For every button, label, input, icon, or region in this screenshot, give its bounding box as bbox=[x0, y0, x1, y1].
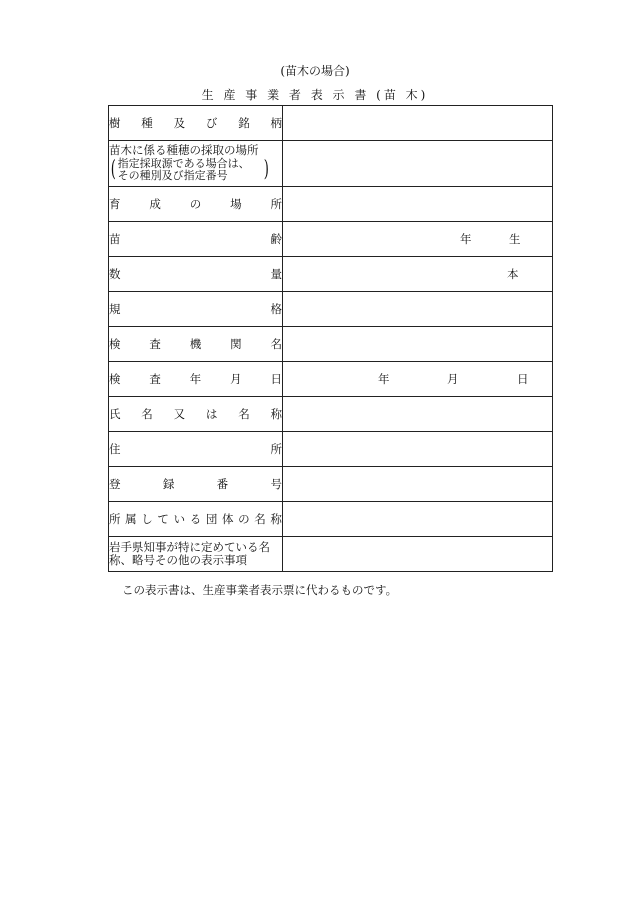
producer-display-form bbox=[108, 105, 553, 572]
label-char: 育 bbox=[109, 197, 121, 211]
label-address bbox=[109, 432, 283, 467]
label-char: 所 bbox=[270, 197, 282, 211]
form-row-organization bbox=[109, 502, 553, 537]
value-organization[interactable] bbox=[283, 502, 553, 537]
value-name[interactable] bbox=[283, 397, 553, 432]
form-row-quantity bbox=[109, 257, 553, 292]
label-char: の bbox=[189, 197, 202, 211]
label-organization bbox=[109, 502, 283, 537]
collection-site-sub1: 指定採取源である場合は、 bbox=[117, 157, 250, 170]
label-char: 検 bbox=[109, 372, 121, 386]
paren-open: ( bbox=[110, 157, 116, 182]
date-day-unit: 日 bbox=[517, 372, 529, 386]
label-char: 登 bbox=[109, 477, 121, 491]
spread-label bbox=[109, 336, 282, 352]
label-char: 成 bbox=[149, 197, 161, 211]
label-char: る bbox=[189, 512, 202, 526]
label-char: 属 bbox=[125, 512, 137, 526]
footer-note: この表示書は、生産事業者表示票に代わるものです。 bbox=[122, 583, 398, 597]
label-char: 柄 bbox=[270, 116, 282, 130]
label-char: 名 bbox=[270, 337, 282, 351]
form-row-inspection-body bbox=[109, 327, 553, 362]
value-growing-place[interactable] bbox=[283, 187, 553, 222]
form-row-collection-site bbox=[109, 141, 553, 187]
label-char: 及 bbox=[173, 116, 186, 130]
label-governor-items bbox=[109, 537, 283, 572]
form-subtitle: (苗木の場合) bbox=[280, 64, 350, 78]
label-growing-place bbox=[109, 187, 283, 222]
label-char: は bbox=[205, 407, 218, 421]
spread-label bbox=[109, 301, 282, 317]
label-char: 銘 bbox=[238, 116, 250, 130]
label-char: 体 bbox=[221, 512, 234, 526]
collection-site-sub2: その種別及び指定番号 bbox=[117, 169, 228, 182]
paren-content bbox=[118, 158, 250, 182]
label-char: 名 bbox=[254, 512, 266, 526]
label-char: て bbox=[157, 512, 169, 526]
form-row-specification bbox=[109, 292, 553, 327]
label-seedling-age bbox=[109, 222, 283, 257]
label-char: の bbox=[238, 512, 250, 526]
form-row-name bbox=[109, 397, 553, 432]
value-address[interactable] bbox=[283, 432, 553, 467]
spread-label bbox=[109, 406, 282, 422]
value-seedling-age[interactable] bbox=[283, 222, 553, 257]
value-governor-items[interactable] bbox=[283, 537, 553, 572]
label-char: い bbox=[173, 512, 186, 526]
label-char: 場 bbox=[230, 197, 242, 211]
governor-items-line2: 称、略号その他の表示事項 bbox=[109, 553, 247, 567]
label-quantity bbox=[109, 257, 283, 292]
governor-items-line1: 岩手県知事が特に定めている名 bbox=[109, 540, 270, 554]
label-name bbox=[109, 397, 283, 432]
value-quantity[interactable] bbox=[283, 257, 553, 292]
spread-label bbox=[109, 196, 282, 212]
date-year-unit: 年 bbox=[378, 372, 390, 386]
label-char: 所 bbox=[270, 442, 282, 456]
spread-label bbox=[109, 511, 282, 527]
label-char: 規 bbox=[109, 302, 121, 316]
age-year-unit: 年 bbox=[460, 232, 472, 246]
collection-site-main: 苗木に係る種穂の採取の場所 bbox=[109, 143, 259, 157]
label-char: 称 bbox=[270, 512, 282, 526]
label-registration-number bbox=[109, 467, 283, 502]
label-char: 査 bbox=[149, 337, 161, 351]
form-title: 生 産 事 業 者 表 示 書 (苗 木) bbox=[201, 88, 429, 102]
label-inspection-body bbox=[109, 327, 283, 362]
label-char: 又 bbox=[173, 407, 186, 421]
spread-label bbox=[109, 115, 282, 131]
label-char: 名 bbox=[238, 407, 250, 421]
label-char: 番 bbox=[216, 477, 229, 491]
label-char: 年 bbox=[189, 372, 202, 386]
label-char: 日 bbox=[270, 372, 282, 386]
label-inspection-date bbox=[109, 362, 283, 397]
label-char: 齢 bbox=[270, 232, 282, 246]
label-char: 名 bbox=[141, 407, 153, 421]
label-char: 機 bbox=[189, 337, 202, 351]
label-char: 種 bbox=[141, 116, 153, 130]
label-char: 住 bbox=[109, 442, 121, 456]
form-row-species bbox=[109, 106, 553, 141]
value-inspection-body[interactable] bbox=[283, 327, 553, 362]
spread-label bbox=[109, 371, 282, 387]
date-month-unit: 月 bbox=[447, 372, 459, 386]
label-char: び bbox=[205, 116, 218, 130]
value-inspection-date[interactable] bbox=[283, 362, 553, 397]
value-collection-site[interactable] bbox=[283, 141, 553, 187]
label-char: 苗 bbox=[109, 232, 121, 246]
label-char: し bbox=[141, 512, 153, 526]
form-row-registration-number bbox=[109, 467, 553, 502]
label-char: 量 bbox=[270, 267, 282, 281]
label-char: 氏 bbox=[109, 407, 121, 421]
age-sei-unit: 生 bbox=[509, 232, 521, 246]
form-row-governor-items bbox=[109, 537, 553, 572]
label-collection-site bbox=[109, 141, 283, 187]
label-char: 月 bbox=[230, 372, 242, 386]
label-char: 称 bbox=[270, 407, 282, 421]
collection-site-paren bbox=[109, 157, 270, 183]
label-char: 所 bbox=[109, 512, 121, 526]
paren-close: ) bbox=[263, 157, 269, 182]
value-registration-number[interactable] bbox=[283, 467, 553, 502]
form-row-address bbox=[109, 432, 553, 467]
form-row-seedling-age bbox=[109, 222, 553, 257]
value-species-brand[interactable] bbox=[283, 106, 553, 141]
label-char: 関 bbox=[230, 337, 242, 351]
label-specification bbox=[109, 292, 283, 327]
form-row-inspection-date bbox=[109, 362, 553, 397]
label-char: 査 bbox=[149, 372, 161, 386]
spread-label bbox=[109, 266, 282, 282]
form-row-growing-place bbox=[109, 187, 553, 222]
label-species-brand bbox=[109, 106, 283, 141]
spread-label bbox=[109, 476, 282, 492]
label-char: 号 bbox=[270, 477, 282, 491]
spread-label bbox=[109, 441, 282, 457]
quantity-unit: 本 bbox=[507, 267, 519, 281]
label-char: 検 bbox=[109, 337, 121, 351]
label-char: 樹 bbox=[109, 116, 121, 130]
value-specification[interactable] bbox=[283, 292, 553, 327]
label-char: 録 bbox=[162, 477, 175, 491]
label-char: 格 bbox=[270, 302, 282, 316]
label-char: 団 bbox=[205, 512, 218, 526]
spread-label bbox=[109, 231, 282, 247]
label-char: 数 bbox=[109, 267, 121, 281]
